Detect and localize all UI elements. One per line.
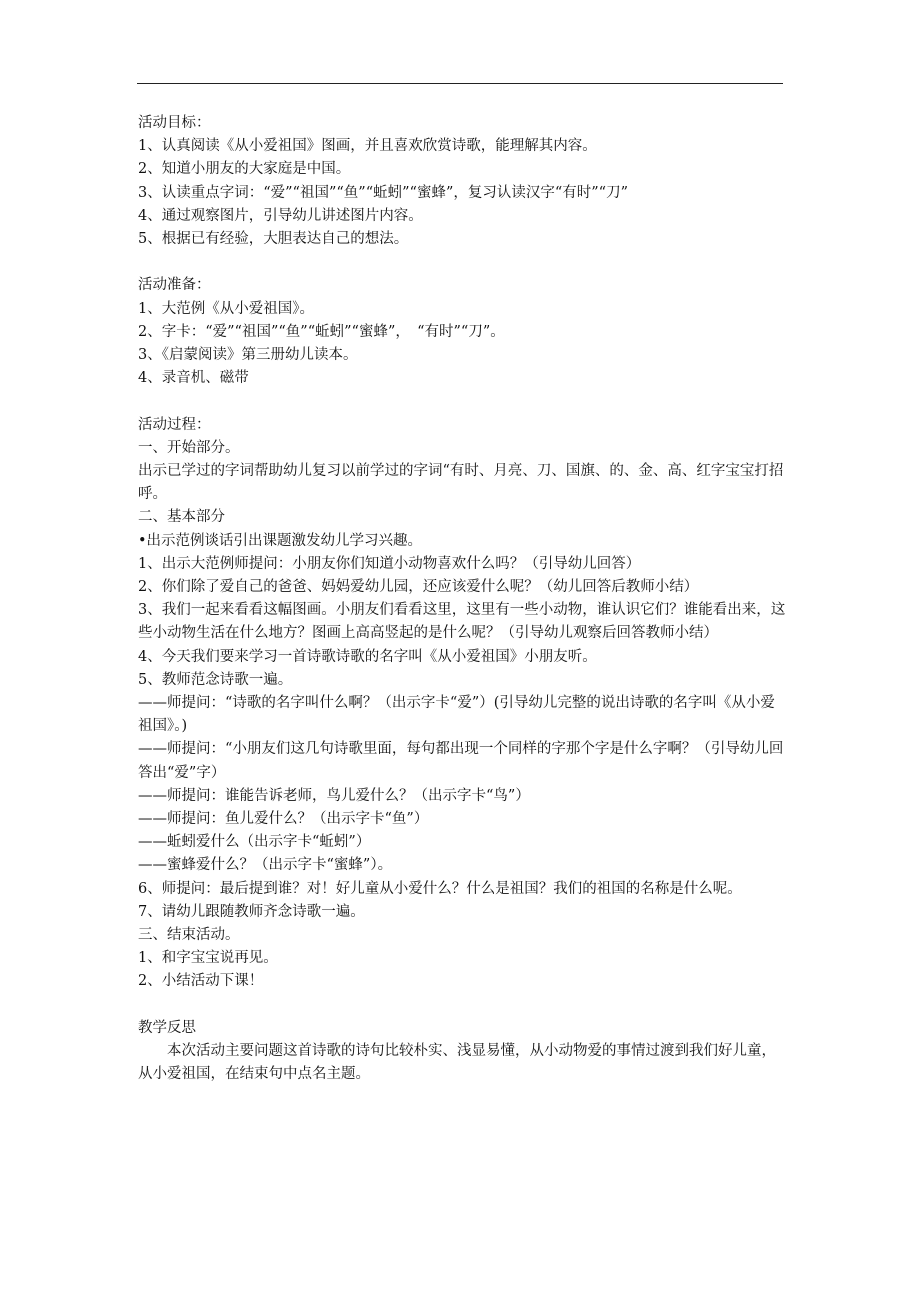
spacer [138,251,788,274]
preparation-item-1: 1、大范例《从小爱祖国》。 [138,300,314,317]
process-question: ——师提问：“诗歌的名字叫什么啊？（出示字卡“爱”）(引导幼儿完整的说出诗歌的名字叫《从小爱祖国》。) [138,695,775,735]
preparation-item-3: 3、《启蒙阅读》第三册幼儿读本。 [138,347,358,364]
spacer [138,390,788,413]
document-body [138,112,788,1086]
goals-item-2: 2、知道小朋友的大家庭是中国。 [138,161,351,178]
process-question: ——师提问：鱼儿爱什么？（出示字卡“鱼”） [138,811,429,828]
process-question: ——蚯蚓爱什么（出示字卡“蚯蚓”） [138,834,371,851]
preparation-section [138,274,788,390]
goals-item-5: 5、根据已有经验，大胆表达自己的想法。 [138,231,409,248]
process-closing-2: 2、小结活动下课！ [138,973,264,990]
process-step-3: 3、我们一起来看看这幅图画。小朋友们看看这里，这里有一些小动物，谁认识它们？谁能看出来，这些小动物生活在什么地方？图画上高高竖起的是什么呢？（引导幼儿观察后回答教师小结） [138,602,786,642]
reflection-section [138,1017,788,1087]
preparation-item-4: 4、录音机、磁带 [138,370,249,387]
process-part-3-title: 三、结束活动。 [138,927,240,944]
process-step-4: 4、今天我们要来学习一首诗歌诗歌的名字叫《从小爱祖国》小朋友听。 [138,648,597,665]
process-step-5: 5、教师范念诗歌一遍。 [138,671,293,688]
preparation-item-2: 2、字卡：“爱”“祖国”“鱼”“蚯蚓”“蜜蜂”， “有时”“刀”。 [138,323,505,340]
reflection-body: 本次活动主要问题这首诗歌的诗句比较朴实、浅显易懂，从小动物爱的事情过渡到我们好儿童，从小爱祖国，在结束句中点名主题。 [138,1043,776,1083]
process-question: ——蜜蜂爱什么？（出示字卡“蜜蜂”）。 [138,857,393,874]
process-step-7: 7、请幼儿跟随教师齐念诗歌一遍。 [138,903,365,920]
header-rule [137,83,783,84]
spacer [138,994,788,1017]
goals-item-3: 3、认读重点字词：“爱”“祖国”“鱼”“蚯蚓”“蜜蜂”，复习认读汉字“有时”“刀” [138,184,629,201]
goals-item-1: 1、认真阅读《从小爱祖国》图画，并且喜欢欣赏诗歌，能理解其内容。 [138,138,597,155]
goals-section [138,112,788,251]
preparation-heading: 活动准备： [138,277,211,294]
process-part-1-title: 一、开始部分。 [138,439,240,456]
goals-heading: 活动目标： [138,115,211,131]
reflection-heading: 教学反思 [138,1019,196,1036]
process-question: ——师提问：“小朋友们这几句诗歌里面，每句都出现一个同样的字那个字是什么字啊？（引导幼儿回答出“爱”字） [138,741,784,781]
process-part-2-title: 二、基本部分 [138,509,225,526]
process-section [138,414,788,994]
process-bullet: •出示范例谈话引出课题激发幼儿学习兴趣。 [138,532,423,549]
process-question: ——师提问：谁能告诉老师，鸟儿爱什么？（出示字卡“鸟”） [138,787,530,804]
process-step-6: 6、师提问：最后提到谁？对！好儿童从小爱什么？什么是祖国？我们的祖国的名称是什么呢。 [138,880,742,897]
process-step-1: 1、出示大范例师提问：小朋友你们知道小动物喜欢什么吗？（引导幼儿回答） [138,555,641,572]
process-paragraph: 出示已学过的字词帮助幼儿复习以前学过的字词“有时、月亮、刀、国旗、的、金、高、红字宝宝打招呼。 [138,463,784,503]
goals-item-4: 4、通过观察图片，引导幼儿讲述图片内容。 [138,207,423,224]
process-heading: 活动过程： [138,416,211,433]
process-closing-1: 1、和字宝宝说再见。 [138,950,278,967]
process-step-2: 2、你们除了爱自己的爸爸、妈妈爱幼儿园，还应该爱什么呢？（幼儿回答后教师小结） [138,579,699,596]
